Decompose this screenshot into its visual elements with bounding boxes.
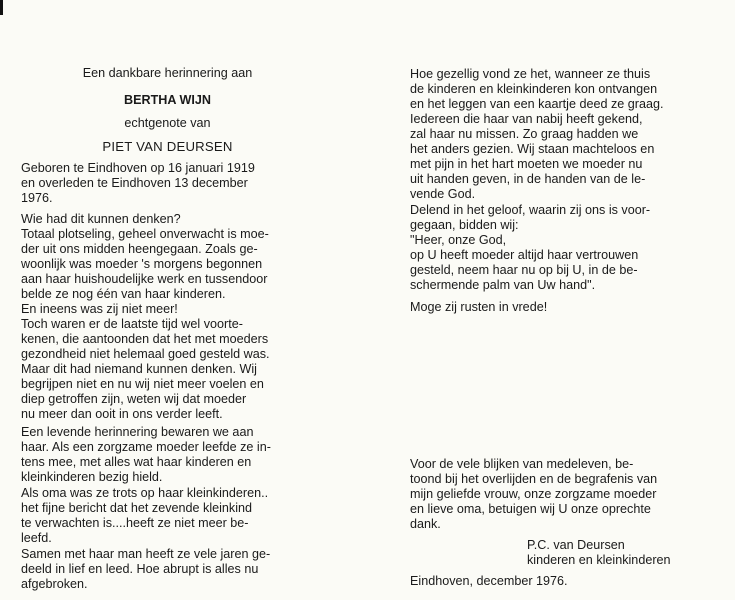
text-line: vende God. <box>410 187 476 201</box>
text-line: kleinkinderen bezig hield. <box>21 470 163 484</box>
text-line: op U heeft moeder altijd haar vertrouwen <box>410 248 639 262</box>
text-line: Als oma was ze trots op haar kleinkinderen.. <box>21 486 269 500</box>
text-line: het fijne bericht dat het zevende kleinkind <box>21 501 253 515</box>
text-line: de kinderen en kleinkinderen kon ontvangen <box>410 82 658 96</box>
text-line: Maar dit had niemand kunnen denken. Wij <box>21 362 257 376</box>
text-line: en overleden te Eindhoven 13 december <box>21 176 248 190</box>
thanks-line: mijn geliefde vrouw, onze zorgzame moeder <box>410 487 657 501</box>
text-line: aan haar huishoudelijke werk en tussendoor <box>21 272 268 286</box>
text-line: begrijpen niet en nu wij niet meer voelen en <box>21 377 264 391</box>
text-line: 1976. <box>21 191 53 205</box>
text-line: haar. Als een zorgzame moeder leefde ze in- <box>21 440 271 454</box>
text-line: der uit ons midden heengegaan. Zoals ge- <box>21 242 258 256</box>
text-line: diep getroffen zijn, weten wij dat moeder <box>21 392 247 406</box>
text-line: belde ze nog één van haar kinderen. <box>21 287 226 301</box>
text-line: tens mee, met alles wat haar kinderen en <box>21 455 252 469</box>
deceased-name: BERTHA WIJN <box>124 93 211 107</box>
text-line: Delend in het geloof, waarin zij ons is voor- <box>410 203 651 217</box>
text-line: kenen, die aantoonden dat het met moeders <box>21 332 269 346</box>
text-line: met pijn in het hart moeten we moeder nu <box>410 157 643 171</box>
relation-line: echtgenote van <box>124 116 211 130</box>
text-line: Samen met haar man heeft ze vele jaren ge- <box>21 547 271 561</box>
text-line: leefd. <box>21 531 52 545</box>
text-line: Hoe gezellig vond ze het, wanneer ze thuis <box>410 67 651 81</box>
text-line: woonlijk was moeder 's morgens begonnen <box>21 257 263 271</box>
text-line: zal haar nu missen. Zo graag hadden we <box>410 127 639 141</box>
intro-line: Een dankbare herinnering aan <box>82 66 253 80</box>
text-line: en het leggen van een kaartje deed ze graag. <box>410 97 664 111</box>
text-line: uit handen geven, in de handen van de le- <box>410 172 646 186</box>
place-date: Eindhoven, december 1976. <box>410 574 568 588</box>
text-line: "Heer, onze God, <box>410 233 507 247</box>
thanks-line: dank. <box>410 517 441 531</box>
text-line: Moge zij rusten in vrede! <box>410 300 548 314</box>
text-line: Iedereen die haar van nabij heeft gekend, <box>410 112 643 126</box>
text-line: Toch waren er de laatste tijd wel voorte- <box>21 317 243 331</box>
signature-name: P.C. van Deursen <box>527 538 625 552</box>
text-line: schermende palm van Uw hand". <box>410 278 596 292</box>
text-line: afgebroken. <box>21 577 88 591</box>
text-line: Totaal plotseling, geheel onverwacht is moe- <box>21 227 269 241</box>
text-line: gesteld, neem haar nu op bij U, in de be- <box>410 263 638 277</box>
thanks-line: toond bij het overlijden en de begrafenis van <box>410 472 658 486</box>
thanks-line: Voor de vele blijken van medeleven, be- <box>410 457 634 471</box>
text-line: te verwachten is....heeft ze niet meer be- <box>21 516 249 530</box>
text-line: gegaan, bidden wij: <box>410 218 519 232</box>
thanks-line: en lieve oma, betuigen wij U onze oprechte <box>410 502 651 516</box>
spouse-name: PIET VAN DEURSEN <box>102 139 233 154</box>
scan-edge-mark <box>0 0 3 15</box>
text-line: het anders gezien. Wij staan machteloos en <box>410 142 655 156</box>
text-line: gezondheid niet helemaal goed gesteld was. <box>21 347 270 361</box>
text-line: Geboren te Eindhoven op 16 januari 1919 <box>21 161 255 175</box>
text-line: deeld in lief en leed. Hoe abrupt is alles nu <box>21 562 259 576</box>
text-line: Een levende herinnering bewaren we aan <box>21 425 254 439</box>
text-line: nu meer dan ooit in ons verder leeft. <box>21 407 223 421</box>
text-line: Wie had dit kunnen denken? <box>21 212 181 226</box>
signature-family: kinderen en kleinkinderen <box>527 553 671 567</box>
text-line: En ineens was zij niet meer! <box>21 302 178 316</box>
